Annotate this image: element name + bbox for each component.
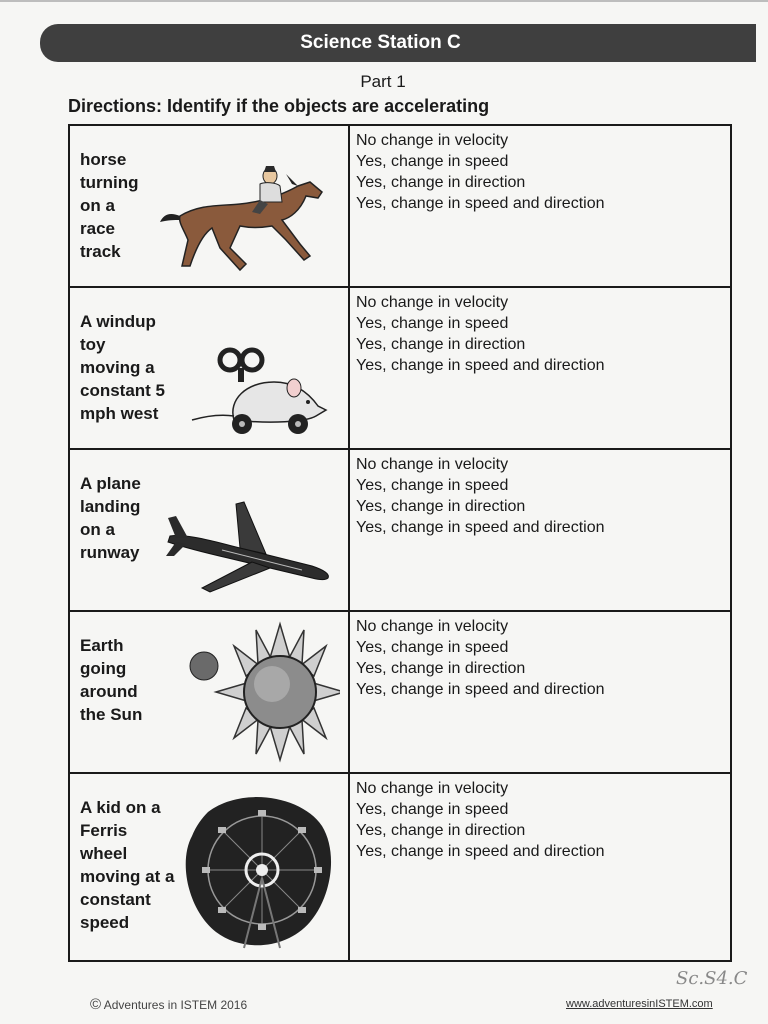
option-speed-direction[interactable]: Yes, change in speed and direction [356, 681, 605, 698]
handwritten-note: Sc.S4.C [676, 968, 748, 989]
page-title: Science Station C [300, 32, 461, 53]
ferris-wheel-icon [182, 792, 332, 952]
table-row [69, 125, 731, 287]
option-no-change[interactable]: No change in velocity [356, 294, 509, 311]
options-cell [349, 287, 731, 449]
option-direction[interactable]: Yes, change in direction [356, 336, 526, 353]
worksheet-table [68, 124, 732, 962]
website-link[interactable]: www.adventuresinISTEM.com [566, 998, 713, 1010]
option-speed-direction[interactable]: Yes, change in speed and direction [356, 195, 605, 212]
table-row [69, 449, 731, 611]
options-cell [349, 773, 731, 961]
option-no-change[interactable]: No change in velocity [356, 780, 509, 797]
option-no-change[interactable]: No change in velocity [356, 618, 509, 635]
subject-cell [69, 449, 349, 611]
subject-text: horse turning on a race track [80, 150, 139, 261]
option-speed[interactable]: Yes, change in speed [356, 315, 509, 332]
table-row [69, 773, 731, 961]
subject-text: A plane landing on a runway [80, 474, 141, 562]
option-speed-direction[interactable]: Yes, change in speed and direction [356, 519, 605, 536]
option-no-change[interactable]: No change in velocity [356, 456, 509, 473]
subject-text: A windup toy moving a constant 5 mph west [80, 312, 166, 423]
subject-cell [69, 125, 349, 287]
copyright-text: Adventures in ISTEM 2016 [103, 998, 248, 1012]
subject-cell [69, 773, 349, 961]
subject-text: A kid on a Ferris wheel moving at a constant speed [80, 798, 175, 932]
copyright-symbol: © [90, 996, 102, 1013]
option-speed[interactable]: Yes, change in speed [356, 801, 509, 818]
title-banner [40, 24, 756, 62]
top-rule [0, 0, 768, 2]
copyright [90, 996, 247, 1013]
airplane-icon [162, 498, 338, 598]
option-direction[interactable]: Yes, change in direction [356, 660, 526, 677]
option-direction[interactable]: Yes, change in direction [356, 498, 526, 515]
subject-text: Earth going around the Sun [80, 636, 143, 724]
table-row [69, 287, 731, 449]
subject-cell [69, 287, 349, 449]
option-speed-direction[interactable]: Yes, change in speed and direction [356, 357, 605, 374]
option-direction[interactable]: Yes, change in direction [356, 174, 526, 191]
part-heading: Part 1 [360, 72, 406, 91]
sun-earth-icon [180, 618, 340, 766]
options-cell [349, 611, 731, 773]
table-row [69, 611, 731, 773]
option-speed[interactable]: Yes, change in speed [356, 477, 509, 494]
directions: Directions: Identify if the objects are accelerating [68, 96, 490, 116]
option-no-change[interactable]: No change in velocity [356, 132, 509, 149]
option-speed[interactable]: Yes, change in speed [356, 153, 509, 170]
options-cell [349, 125, 731, 287]
windup-mouse-icon [190, 346, 330, 438]
option-speed-direction[interactable]: Yes, change in speed and direction [356, 843, 605, 860]
subject-cell [69, 611, 349, 773]
option-direction[interactable]: Yes, change in direction [356, 822, 526, 839]
horse-rider-icon [160, 156, 330, 280]
options-cell [349, 449, 731, 611]
option-speed[interactable]: Yes, change in speed [356, 639, 509, 656]
